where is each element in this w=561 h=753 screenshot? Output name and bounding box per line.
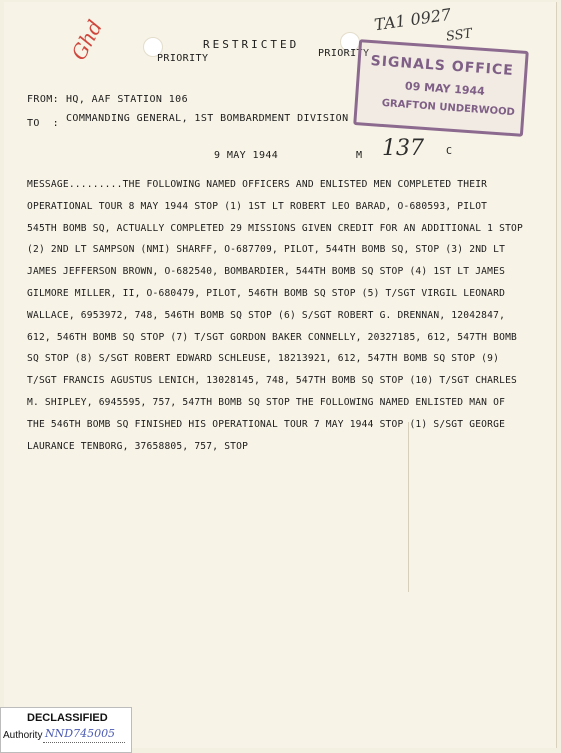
classification-heading: RESTRICTED <box>203 38 300 51</box>
handwritten-initials: SST <box>445 26 474 45</box>
to-label: TO : <box>27 118 60 129</box>
priority-right: PRIORITY <box>318 48 370 59</box>
to-value: COMMANDING GENERAL, 1ST BOMBARDMENT DIVISION <box>66 113 349 124</box>
stamp-location: GRAFTON UNDERWOOD <box>381 97 516 119</box>
message-date: 9 MAY 1944 <box>214 150 279 161</box>
declassified-title: DECLASSIFIED <box>27 712 108 724</box>
red-handwritten-mark: Ghd <box>66 15 108 65</box>
stamp-line-1: SIGNALS OFFICE <box>370 53 515 80</box>
authority-label: Authority <box>3 730 43 741</box>
authority-value: NND745005 <box>45 727 116 740</box>
declassified-label <box>0 707 132 753</box>
from-value: HQ, AAF STATION 106 <box>66 94 188 105</box>
c-label: C <box>446 146 453 157</box>
message-body: MESSAGE.........THE FOLLOWING NAMED OFFICERS AND ENLISTED MEN COMPLETED THEIR OPERATIONAL TOUR 8 MAY 1944 STOP (1) 1ST LT ROBERT LEO BARAD, O-680593, PILOT 545TH BOMB SQ, ACTUALLY COMPLETED 29 MISSIONS GIVEN CREDIT FOR AN ADDITIONAL 1 STOP (2) 2ND LT SAMPSON (NMI) SHARFF, O-687709, PILOT, 544TH BOMB SQ, STOP (3) 2ND LT JAMES JEFFERSON BROWN, O-682540, BOMBARDIER, 544TH BOMB SQ STOP (4) 1ST LT JAMES GILMORE MILLER, II, O-680479, PILOT, 546TH BOMB SQ STOP (5) T/SGT VIRGIL LEONARD WALLACE, 6953972, 748, 546TH BOMB SQ STOP (6) S/SGT ROBERT G. DRENNAN, 12042847, 612, 546TH BOMB SQ STOP (7) T/SGT GORDON BAKER CONNELLY, 20327185, 612, 547TH BOMB SQ STOP (8) S/SGT ROBERT EDWARD SCHLEUSE, 18213921, 612, 547TH BOMB SQ STOP (9) T/SGT FRANCIS AGUSTUS LENICH, 13028145, 748, 547TH BOMB SQ STOP (10) T/SGT CHARLES M. SHIPLEY, 6945595, 757, 547TH BOMB SQ STOP THE FOLLOWING NAMED ENLISTED MAN OF THE 546TH BOMB SQ FINISHED HIS OPERATIONAL TOUR 7 MAY 1944 STOP (1) S/SGT GEORGE LAURANCE TENBORG, 37658805, 757, STOP <box>27 179 524 452</box>
handwritten-message-number: 137 <box>382 136 424 161</box>
signals-office-stamp <box>353 39 529 137</box>
m-label: M <box>356 150 363 161</box>
priority-left: PRIORITY <box>157 53 209 64</box>
from-label: FROM: <box>27 94 60 105</box>
handwritten-reference: TA1 0927 <box>373 4 453 35</box>
stamp-date: 09 MAY 1944 <box>404 79 486 99</box>
authority-underline <box>43 742 125 743</box>
